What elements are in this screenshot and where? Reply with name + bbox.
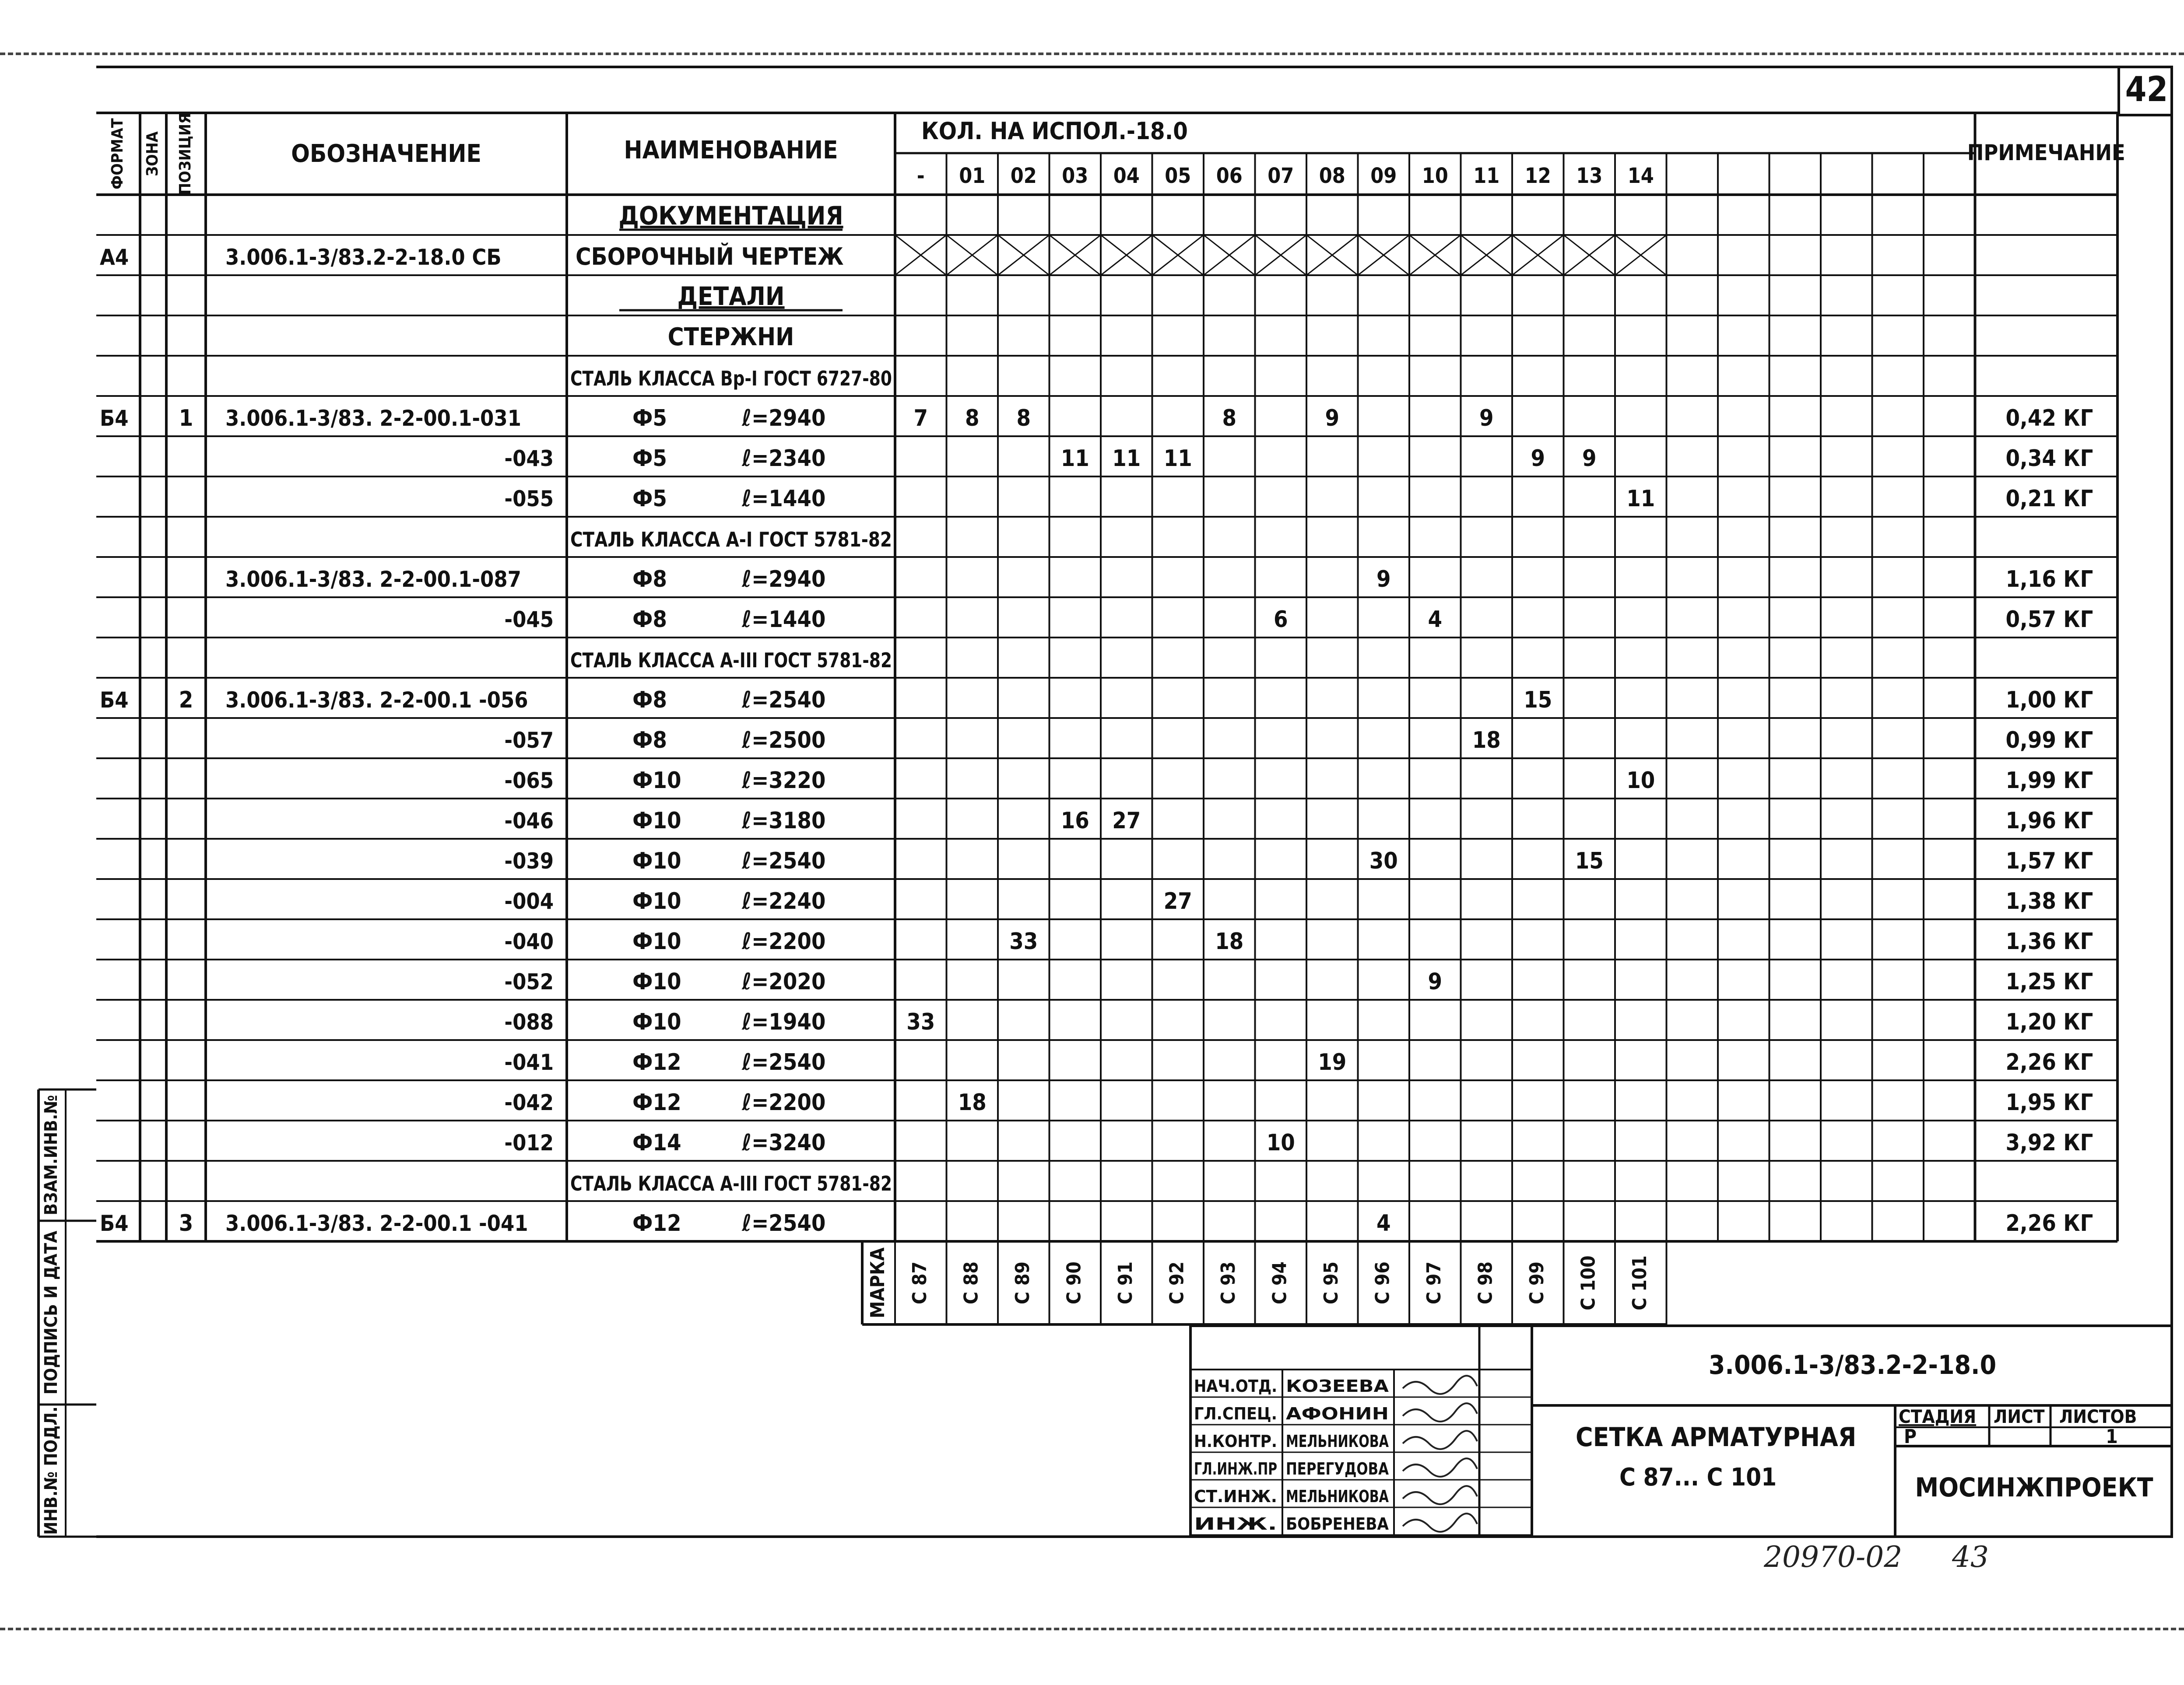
qty-cell: 19 [1318,1049,1347,1075]
row-designation: -088 [504,1009,554,1035]
row-note: 1,57 КГ [2005,848,2093,874]
bar-length: ℓ=2020 [742,969,826,995]
row-designation: -057 [504,728,554,753]
qty-cell: 11 [1060,445,1089,472]
row-name: СБОРОЧНЫЙ ЧЕРТЕЖ [576,243,844,270]
exec-column-13: 13 [1576,164,1603,188]
qty-cell: 9 [1325,405,1340,431]
qty-cell: 15 [1524,687,1552,713]
organisation: МОСИНЖПРОЕКТ [1915,1472,2153,1503]
bar-length: ℓ=2540 [742,1049,826,1075]
exec-column-8: 08 [1319,164,1345,188]
row-note: 0,99 КГ [2005,727,2093,753]
row-note: 0,21 КГ [2005,486,2093,512]
row-designation: -012 [504,1130,554,1156]
archive-number: 20970-02 [1764,1540,1903,1574]
bar-length: ℓ=2200 [742,928,826,955]
row-note: 1,25 КГ [2005,969,2093,995]
row-position: 3 [179,1210,193,1237]
row-note: 0,57 КГ [2005,606,2093,633]
row-designation: -052 [504,969,554,995]
bar-length: ℓ=3240 [742,1130,826,1156]
steel-class-heading: СТАЛЬ КЛАССА А-III ГОСТ 5781-82 [570,648,892,672]
bar-diameter: Ф10 [632,767,681,794]
row-note: 1,38 КГ [2005,888,2093,914]
row-note: 2,26 КГ [2005,1049,2093,1075]
exec-column-9: 09 [1370,164,1397,188]
row-note: 1,95 КГ [2005,1089,2093,1116]
marka-label: МАРКА [867,1247,889,1319]
qty-cell: 18 [1215,928,1244,955]
bar-length: ℓ=2940 [742,566,826,592]
exec-column-7: 07 [1268,164,1294,188]
side-inv-original: ИНВ.№ ПОДЛ. [41,1406,61,1535]
row-note: 2,26 КГ [2005,1210,2093,1237]
exec-column-6: 06 [1216,164,1243,188]
exec-column-14: 14 [1627,164,1654,188]
bar-diameter: Ф14 [632,1130,681,1156]
bar-length: ℓ=1440 [742,486,826,512]
handwritten-signature [1403,1403,1477,1422]
qty-cell: 11 [1112,445,1141,472]
signer-role: НАЧ.ОТД. [1194,1377,1277,1396]
row-note: 1,20 КГ [2005,1009,2093,1035]
header-designation: ОБОЗНАЧЕНИЕ [291,140,481,168]
bar-diameter: Ф10 [632,888,681,914]
row-designation: -046 [504,808,554,834]
row-designation: -065 [504,768,554,793]
exec-column-1: 01 [959,164,986,188]
row-designation: -045 [504,607,554,632]
bar-diameter: Ф12 [632,1089,681,1116]
row-designation: 3.006.1-3/83. 2-2-00.1 -041 [225,1211,528,1236]
row-designation: -043 [504,446,554,471]
qty-cell: 33 [906,1009,935,1035]
row-designation: -040 [504,929,554,954]
bar-length: ℓ=2200 [742,1089,826,1116]
drawing-title: СЕТКА АРМАТУРНАЯ [1576,1422,1857,1453]
signer-role: ГЛ.ИНЖ.ПР [1194,1459,1277,1478]
drawing-subtitle: С 87... С 101 [1619,1463,1777,1492]
bar-length: ℓ=3180 [742,808,826,834]
row-designation: -004 [504,889,554,914]
row-note: 1,96 КГ [2005,808,2093,834]
exec-column-2: 02 [1010,164,1037,188]
marka-item: С 95 [1320,1261,1342,1304]
stage-label: СТАДИЯ [1899,1406,1977,1427]
steel-class-heading: СТАЛЬ КЛАССА Вр-I ГОСТ 6727-80 [570,367,892,390]
signer-role: СТ.ИНЖ. [1194,1487,1277,1506]
exec-column-12: 12 [1524,164,1551,188]
row-designation: -055 [504,486,554,511]
bar-length: ℓ=2540 [742,687,826,713]
sheet-number: 42 [2117,66,2173,116]
section-heading: ДЕТАЛИ [677,281,785,311]
header-format: ФОРМАТ [109,118,126,189]
qty-cell: 9 [1376,566,1391,592]
signer-name: ПЕРЕГУДОВА [1286,1459,1389,1478]
steel-class-heading: СТАЛЬ КЛАССА А-III ГОСТ 5781-82 [570,1172,892,1195]
header-position: ПОЗИЦИЯ [176,113,194,195]
handwritten-signature [1403,1431,1477,1449]
row-note: 3,92 КГ [2005,1130,2093,1156]
qty-cell: 10 [1266,1130,1295,1156]
bar-diameter: Ф10 [632,969,681,995]
stage-value: Р [1904,1426,1917,1448]
qty-cell: 27 [1163,888,1192,914]
bar-diameter: Ф8 [632,606,667,633]
qty-cell: 18 [958,1089,987,1116]
qty-cell: 9 [1479,405,1494,431]
signer-name: КОЗЕЕВА [1286,1377,1389,1396]
qty-cell: 9 [1582,445,1597,472]
qty-cell: 16 [1060,808,1089,834]
row-format: Б4 [100,687,129,713]
bar-length: ℓ=2940 [742,405,826,431]
signer-role: ИНЖ. [1194,1514,1277,1534]
qty-cell: 11 [1626,486,1655,512]
bar-length: ℓ=2240 [742,888,826,914]
exec-column-4: 04 [1113,164,1140,188]
marka-item: С 96 [1371,1261,1394,1304]
exec-column-11: 11 [1473,164,1500,188]
marka-item: С 88 [960,1261,983,1304]
handwritten-signature [1403,1513,1477,1532]
marka-item: С 90 [1063,1261,1085,1304]
subsection-heading: СТЕРЖНИ [667,323,794,351]
row-position: 2 [179,687,193,713]
side-replaced-inv: ВЗАМ.ИНВ.№ [41,1095,61,1216]
marka-item: С 91 [1114,1261,1137,1304]
signer-role: ГЛ.СПЕЦ. [1194,1404,1277,1423]
row-designation: 3.006.1-3/83. 2-2-00.1-087 [225,567,521,592]
row-note: 0,42 КГ [2005,405,2093,431]
handwritten-signature [1403,1486,1477,1504]
header-name: НАИМЕНОВАНИЕ [624,136,838,165]
bar-length: ℓ=2540 [742,1210,826,1237]
row-designation: 3.006.1-3/83.2-2-18.0 СБ [225,245,502,270]
qty-cell: 9 [1428,969,1443,995]
qty-cell: 11 [1163,445,1192,472]
signer-name: МЕЛЬНИКОВА [1286,1487,1389,1506]
row-note: 1,36 КГ [2005,928,2093,955]
bar-length: ℓ=2340 [742,445,826,472]
row-designation: -041 [504,1050,554,1075]
qty-cell: 6 [1273,606,1288,633]
marka-item: С 97 [1422,1261,1445,1304]
sheet-label: ЛИСТ [1994,1406,2045,1427]
row-format: Б4 [100,406,129,431]
bar-diameter: Ф10 [632,808,681,834]
bar-diameter: Ф10 [632,848,681,874]
handwritten-signature [1403,1458,1477,1477]
marka-item: С 92 [1166,1261,1188,1304]
bar-diameter: Ф12 [632,1049,681,1075]
qty-cell: 8 [965,405,980,431]
bar-length: ℓ=1940 [742,1009,826,1035]
bar-diameter: Ф5 [632,405,667,431]
bar-diameter: Ф10 [632,928,681,955]
exec-column-10: 10 [1422,164,1448,188]
header-note: ПРИМЕЧАНИЕ [1967,140,2125,165]
qty-cell: 4 [1428,606,1443,633]
signer-name: БОБРЕНЕВА [1286,1514,1389,1534]
row-format: Б4 [100,1211,129,1236]
marka-item: С 101 [1628,1255,1651,1310]
bar-diameter: Ф12 [632,1210,681,1237]
bar-diameter: Ф8 [632,687,667,713]
row-position: 1 [179,405,193,431]
qty-cell: 7 [913,405,928,431]
qty-cell: 33 [1009,928,1038,955]
bar-diameter: Ф5 [632,486,667,512]
bar-diameter: Ф5 [632,445,667,472]
marka-item: С 89 [1011,1261,1034,1304]
qty-cell: 9 [1531,445,1545,472]
qty-cell: 10 [1626,767,1655,794]
qty-cell: 30 [1369,848,1398,874]
section-heading: ДОКУМЕНТАЦИЯ [618,201,843,231]
signer-name: АФОНИН [1286,1404,1389,1423]
row-note: 0,34 КГ [2005,445,2093,472]
steel-class-heading: СТАЛЬ КЛАССА А-I ГОСТ 5781-82 [570,528,892,551]
qty-cell: 8 [1016,405,1031,431]
sheets-value: 1 [2106,1426,2118,1448]
row-designation: 3.006.1-3/83. 2-2-00.1 -056 [225,687,528,713]
page-number: 43 [1952,1540,1989,1574]
row-designation: -039 [504,848,554,874]
marka-item: С 99 [1525,1261,1548,1304]
bar-length: ℓ=3220 [742,767,826,794]
bar-diameter: Ф10 [632,1009,681,1035]
qty-cell: 8 [1222,405,1237,431]
signer-role: Н.КОНТР. [1194,1432,1277,1451]
bar-diameter: Ф8 [632,566,667,592]
row-note: 1,99 КГ [2005,767,2093,794]
row-designation: 3.006.1-3/83. 2-2-00.1-031 [225,406,521,431]
header-zone: ЗОНА [144,131,162,176]
bar-diameter: Ф8 [632,727,667,753]
document-code: 3.006.1-3/83.2-2-18.0 [1708,1350,1997,1380]
exec-column-3: 03 [1062,164,1088,188]
qty-cell: 18 [1472,727,1501,753]
row-note: 1,00 КГ [2005,687,2093,713]
bar-length: ℓ=1440 [742,606,826,633]
bar-length: ℓ=2540 [742,848,826,874]
row-note: 1,16 КГ [2005,566,2093,592]
exec-column-5: 05 [1165,164,1191,188]
qty-cell: 15 [1575,848,1604,874]
signer-name: МЕЛЬНИКОВА [1286,1432,1389,1451]
header-qty-title: КОЛ. НА ИСПОЛ.-18.0 [921,117,1188,145]
bar-length: ℓ=2500 [742,727,826,753]
qty-cell: 27 [1112,808,1141,834]
side-signature-date: ПОДПИСЬ И ДАТА [41,1230,61,1395]
qty-cell: 4 [1376,1210,1391,1237]
marka-item: С 93 [1217,1261,1239,1304]
marka-item: С 94 [1268,1261,1291,1304]
marka-item: С 87 [908,1261,931,1304]
marka-item: С 100 [1577,1255,1600,1310]
exec-column-0: - [916,164,925,188]
handwritten-signature [1403,1376,1477,1394]
marka-item: С 98 [1474,1261,1497,1304]
row-designation: -042 [504,1090,554,1115]
sheets-label: ЛИСТОВ [2059,1406,2137,1427]
row-format: А4 [100,245,129,270]
